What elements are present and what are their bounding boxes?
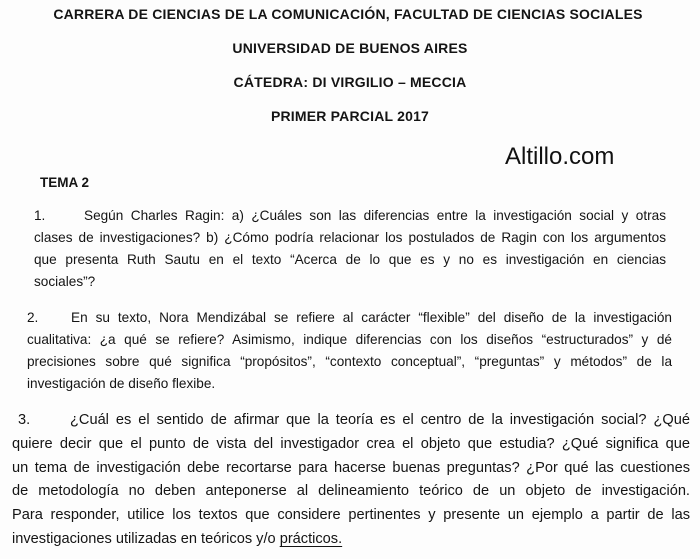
question-3 xyxy=(12,409,690,552)
question-line-last: investigaciones utilizadas en teóricos y/o prácticos. xyxy=(12,530,343,547)
question-line: precisiones sobre qué significa “propósitos”, “contexto conceptual”, “preguntas” y métodos” de la xyxy=(27,354,672,369)
question-line: 3. ¿Cuál es el sentido de afirmar que la teoría es el centro de la investigación social? ¿Qué xyxy=(12,409,690,433)
question-line: 2. En su texto, Nora Mendizábal se refiere al carácter “flexible” del diseño de la investigación xyxy=(27,307,672,329)
header-faculty: CARRERA DE CIENCIAS DE LA COMUNICACIÓN, FACULTAD DE CIENCIAS SOCIALES xyxy=(53,6,643,22)
header-chair: CÁTEDRA: DI VIRGILIO – MECCIA xyxy=(233,74,467,90)
question-line: que presenta Ruth Sautu en el texto “Acerca de lo que es y no es investigación en ciencias xyxy=(34,252,666,267)
question-1 xyxy=(34,205,666,293)
question-line: de metodología no deben anteponerse al delineamiento teórico de un objeto de investigación. xyxy=(12,483,690,500)
header-exam-title: PRIMER PARCIAL 2017 xyxy=(270,108,430,124)
tema-label: TEMA 2 xyxy=(40,175,90,190)
question-2 xyxy=(27,307,672,395)
question-line: Para responder, utilice los textos que considere pertinentes y presente un ejemplo a partir de las xyxy=(12,507,690,524)
question-line: investigación de diseño flexibe. xyxy=(27,376,216,391)
watermark-altillo: Altillo.com xyxy=(505,143,615,170)
question-line: 1. Según Charles Ragin: a) ¿Cuáles son las diferencias entre la investigación social y otras xyxy=(34,205,666,227)
question-number: 2. xyxy=(27,310,39,325)
question-line: sociales”? xyxy=(34,274,96,289)
question-line: cualitativa: ¿a qué se refiere? Asimismo, indique diferencias con los diseños “estructurados” y dé xyxy=(27,332,672,347)
question-number: 3. xyxy=(18,412,31,428)
question-line: clases de investigaciones? b) ¿Cómo podría relacionar los postulados de Ragin con los argumentos xyxy=(34,230,666,245)
question-number: 1. xyxy=(34,208,46,223)
underlined-word: prácticos. xyxy=(279,530,343,547)
header-university: UNIVERSIDAD DE BUENOS AIRES xyxy=(232,40,468,56)
question-line: quiere decir que el punto de vista del investigador crea el objeto que estudia? ¿Qué significa que xyxy=(12,435,690,452)
question-line: un tema de investigación debe recortarse para hacerse buenas preguntas? ¿Por qué las cuestiones xyxy=(12,459,690,476)
